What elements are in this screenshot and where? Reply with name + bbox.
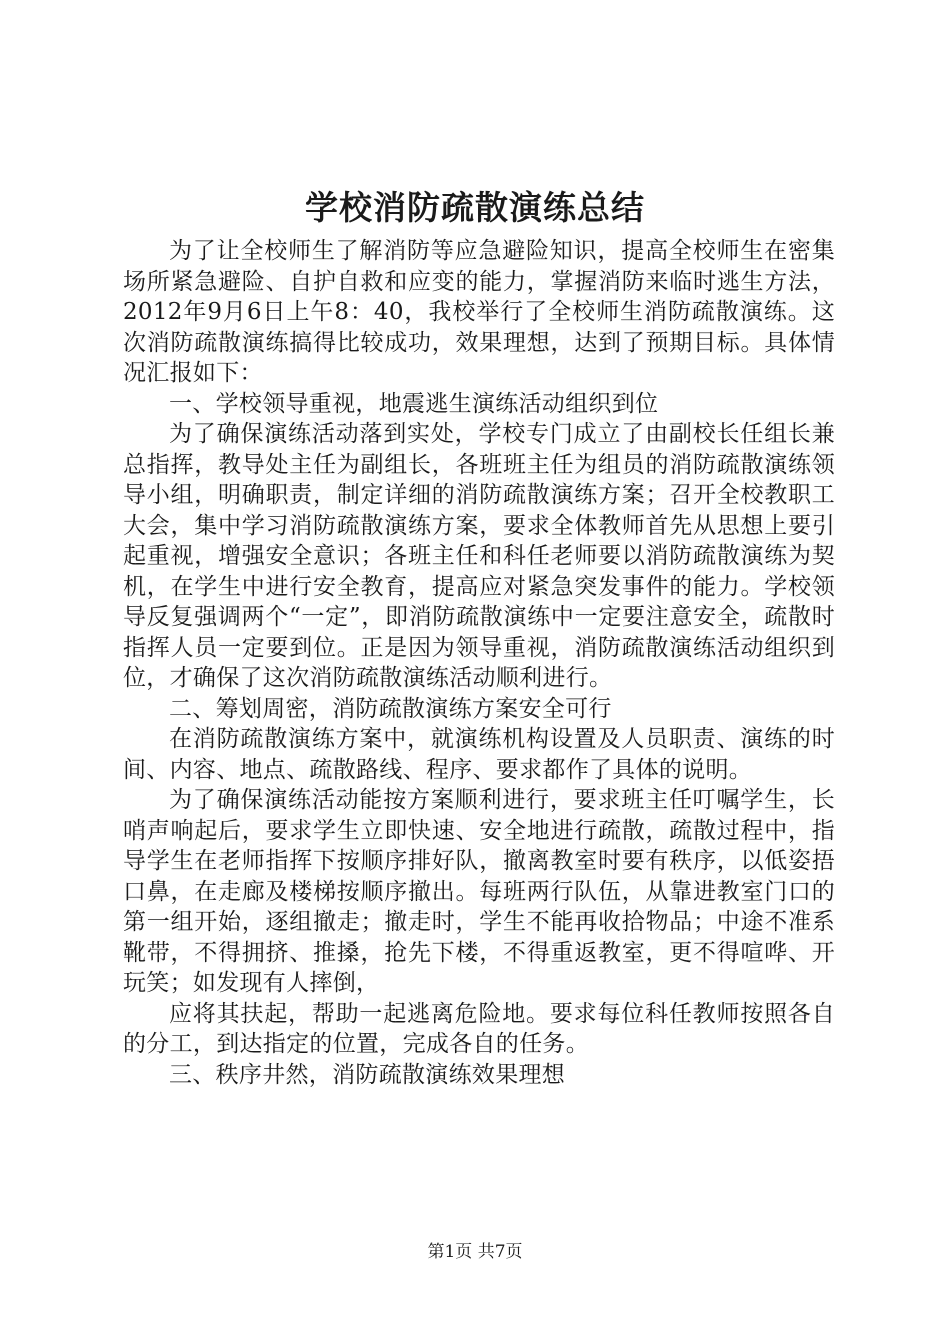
intro-paragraph: 为了让全校师生了解消防等应急避险知识，提高全校师生在密集场所紧急避险、自护自救和应变的能力，掌握消防来临时逃生方法，2012年9月6日上午8：40，我校举行了全校师生消防疏散演练。这次消防疏散演练搞得比较成功，效果理想，达到了预期目标。具体情况汇报如下： bbox=[123, 238, 835, 386]
section-heading-2: 二、筹划周密，消防疏散演练方案安全可行 bbox=[169, 695, 612, 722]
section-heading-3: 三、秩序井然，消防疏散演练效果理想 bbox=[169, 1061, 566, 1088]
document-title: 学校消防疏散演练总结 bbox=[305, 188, 645, 227]
section-2-paragraph-3: 应将其扶起，帮助一起逃离危险地。要求每位科任教师按照各自的分工，到达指定的位置，完成各自的任务。 bbox=[123, 1000, 835, 1057]
section-2-paragraph-2: 为了确保演练活动能按方案顺利进行，要求班主任叮嘱学生，长哨声响起后，要求学生立即快速、安全地进行疏散，疏散过程中，指导学生在老师指挥下按顺序排好队，撤离教室时要有秩序，以低姿捂口鼻，在走廊及楼梯按顺序撤出。每班两行队伍，从靠进教室门口的第一组开始，逐组撤走；撤走时，学生不能再收拾物品；中途不准系靴带，不得拥挤、推搡，抢先下楼，不得重返教室，更不得喧哗、开玩笑；如发现有人摔倒， bbox=[123, 787, 835, 996]
section-1-paragraph: 为了确保演练活动落到实处，学校专门成立了由副校长任组长兼总指挥，教导处主任为副组长，各班班主任为组员的消防疏散演练领导小组，明确职责，制定详细的消防疏散演练方案；召开全校教职工大会，集中学习消防疏散演练方案，要求全体教师首先从思想上要引起重视，增强安全意识；各班主任和科任老师要以消防疏散演练为契机，在学生中进行安全教育，提高应对紧急突发事件的能力。学校领导反复强调两个“一定”，即消防疏散演练中一定要注意安全，疏散时指挥人员一定要到位。正是因为领导重视，消防疏散演练活动组织到位，才确保了这次消防疏散演练活动顺利进行。 bbox=[123, 421, 835, 691]
document-body bbox=[123, 236, 835, 1090]
page-footer: 第1页 共7页 bbox=[427, 1242, 523, 1262]
section-2-paragraph-1: 在消防疏散演练方案中，就演练机构设置及人员职责、演练的时间、内容、地点、疏散路线、程序、要求都作了具体的说明。 bbox=[123, 726, 835, 783]
section-heading-1: 一、学校领导重视，地震逃生演练活动组织到位 bbox=[169, 390, 659, 417]
